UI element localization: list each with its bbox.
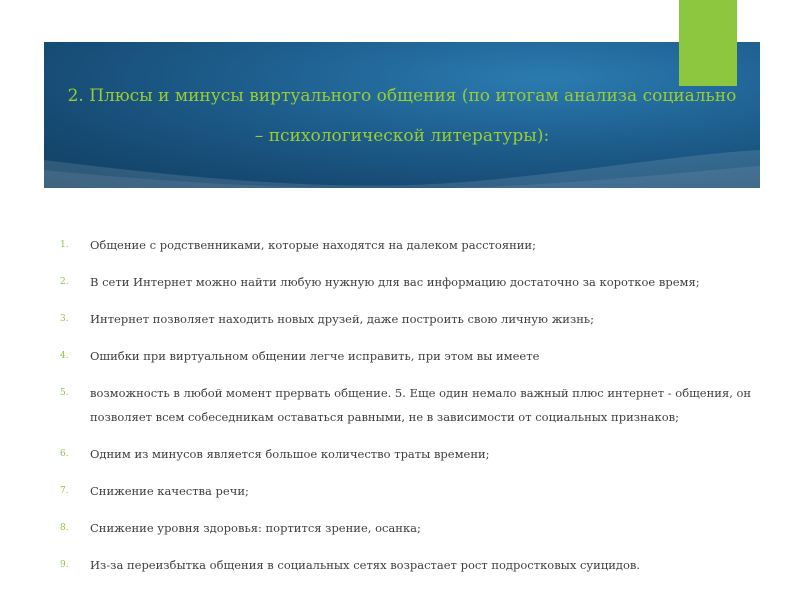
list-item-number: 7.: [60, 486, 69, 496]
slide-title: [44, 42, 760, 188]
list-item: [60, 516, 760, 540]
list-item: [60, 344, 760, 368]
numbered-list: [60, 233, 760, 577]
list-item-number: 1.: [60, 240, 69, 250]
list-item-text: Из-за переизбытка общения в социальных сетях возрастает рост подростковых суицидов.: [90, 558, 641, 572]
list-item-number: 4.: [60, 351, 69, 361]
list-item-text: Снижение качества речи;: [90, 484, 249, 498]
list-item-number: 9.: [60, 560, 69, 570]
list-item: [60, 479, 760, 503]
list-item-number: 3.: [60, 314, 69, 324]
list-item-text: Ошибки при виртуальном общении легче исправить, при этом вы имеете: [90, 349, 540, 363]
list-item: [60, 307, 760, 331]
list-item: [60, 233, 760, 257]
list-item-text: Общение с родственниками, которые находятся на далеком расстоянии;: [90, 238, 536, 252]
list-item-number: 2.: [60, 277, 69, 287]
slide-title-line-1: 2. Плюсы и минусы виртуального общения (по итогам анализа социально: [67, 86, 737, 106]
list-item-text: возможность в любой момент прервать общение. 5. Еще один немало важный плюс интернет - общения, он позволяет всем собеседникам оставаться равными, не в зависимости от социальных признаков;: [90, 386, 752, 424]
list-item: [60, 553, 760, 577]
list-item-number: 8.: [60, 523, 69, 533]
list-item-text: Снижение уровня здоровья: портится зрение, осанка;: [90, 521, 421, 535]
slide-title-line-2: – психологической литературы):: [254, 126, 550, 146]
list-item: [60, 442, 760, 466]
list-item-text: В сети Интернет можно найти любую нужную для вас информацию достаточно за короткое время;: [90, 275, 700, 289]
list-item-text: Интернет позволяет находить новых друзей, даже построить свою личную жизнь;: [90, 312, 595, 326]
list-item-text: Одним из минусов является большое количество траты времени;: [90, 447, 490, 461]
list-item-number: 6.: [60, 449, 69, 459]
list-item: [60, 270, 760, 294]
list-item: [60, 381, 760, 429]
list-item-number: 5.: [60, 388, 69, 398]
